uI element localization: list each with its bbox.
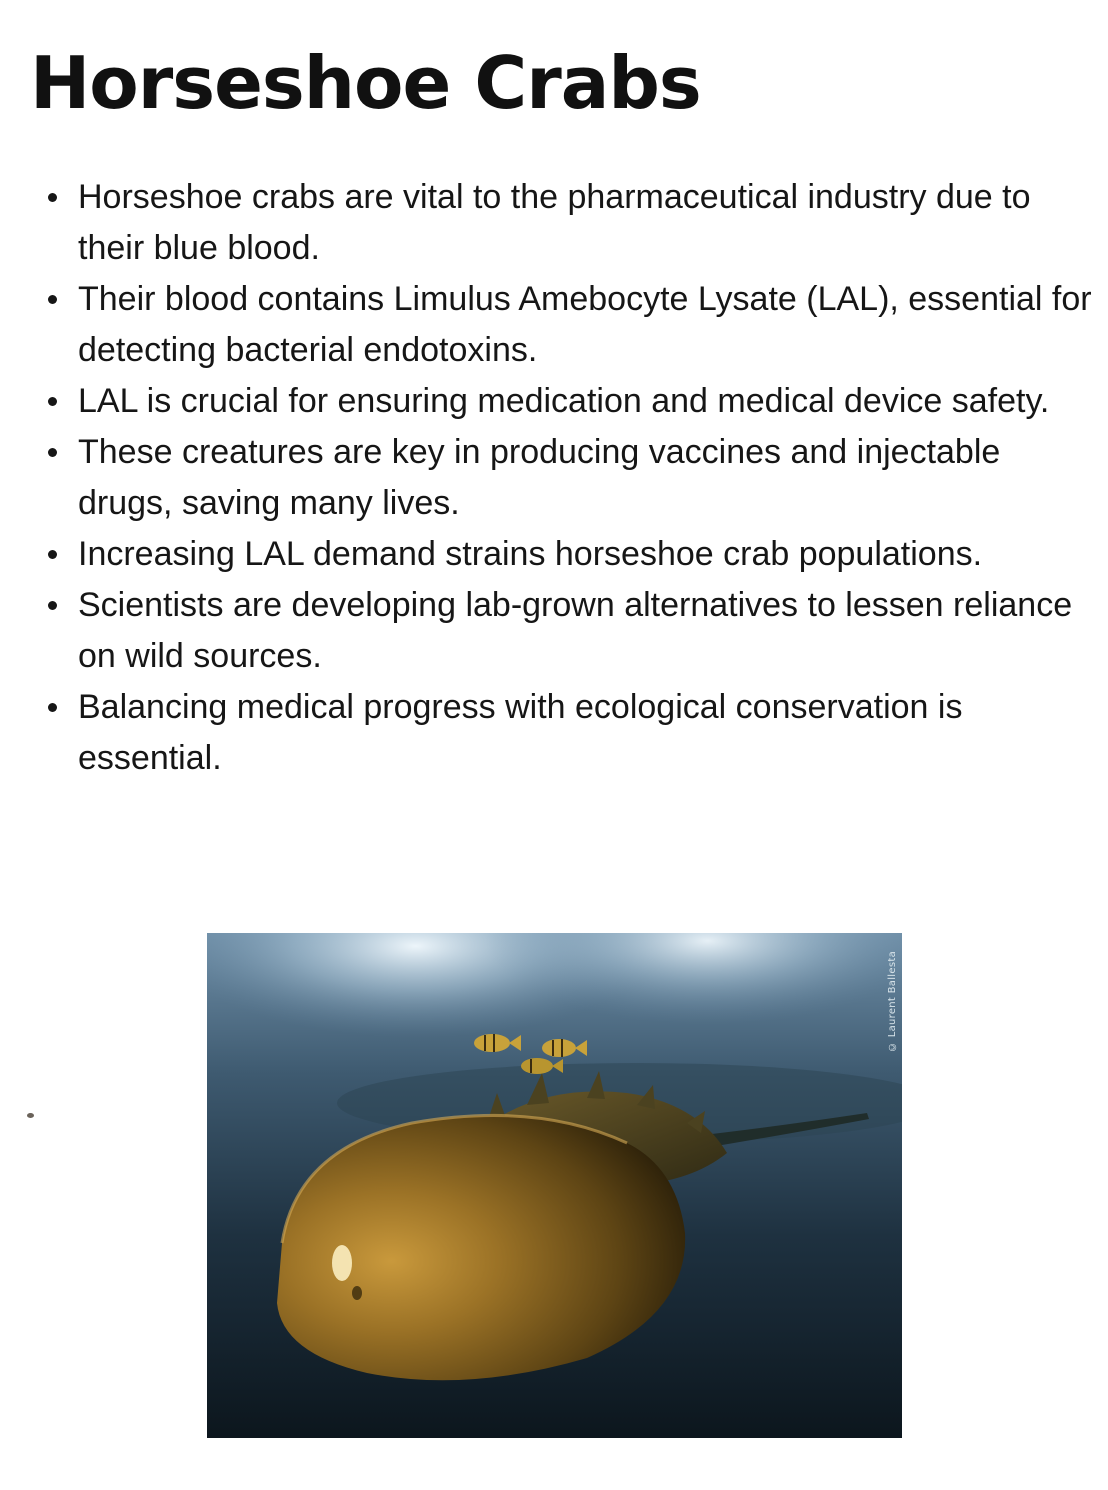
list-item xyxy=(42,529,1092,580)
list-item xyxy=(42,274,1092,376)
list-item-text: These creatures are key in producing vaccines and injectable drugs, saving many lives. xyxy=(78,433,1001,522)
list-item xyxy=(42,682,1092,784)
list-item-text: Their blood contains Limulus Amebocyte Lysate (LAL), essential for detecting bacterial endotoxins. xyxy=(78,280,1092,369)
page-title: Horseshoe Crabs xyxy=(30,41,701,125)
paper-speck xyxy=(27,1113,34,1118)
bullet-dot xyxy=(48,703,57,712)
bullet-dot xyxy=(48,448,57,457)
list-item xyxy=(42,580,1092,682)
photo-credit: © Laurent Ballesta xyxy=(887,951,898,1053)
bullet-dot xyxy=(48,295,57,304)
bullet-dot xyxy=(48,193,57,202)
list-item xyxy=(42,427,1092,529)
horseshoe-crab-illustration xyxy=(207,933,902,1438)
horseshoe-crab-photo xyxy=(207,933,902,1438)
bullet-dot xyxy=(48,601,57,610)
list-item-text: Balancing medical progress with ecological conservation is essential. xyxy=(78,688,963,777)
bullet-dot xyxy=(48,397,57,406)
list-item-text: Increasing LAL demand strains horseshoe crab populations. xyxy=(78,535,983,573)
list-item xyxy=(42,172,1092,274)
list-item-text: Scientists are developing lab-grown alternatives to lessen reliance on wild sources. xyxy=(78,586,1073,675)
bullet-dot xyxy=(48,550,57,559)
bullet-list xyxy=(42,172,1092,784)
list-item-text: LAL is crucial for ensuring medication and medical device safety. xyxy=(78,382,1050,420)
list-item xyxy=(42,376,1092,427)
list-item-text: Horseshoe crabs are vital to the pharmaceutical industry due to their blue blood. xyxy=(78,178,1031,267)
